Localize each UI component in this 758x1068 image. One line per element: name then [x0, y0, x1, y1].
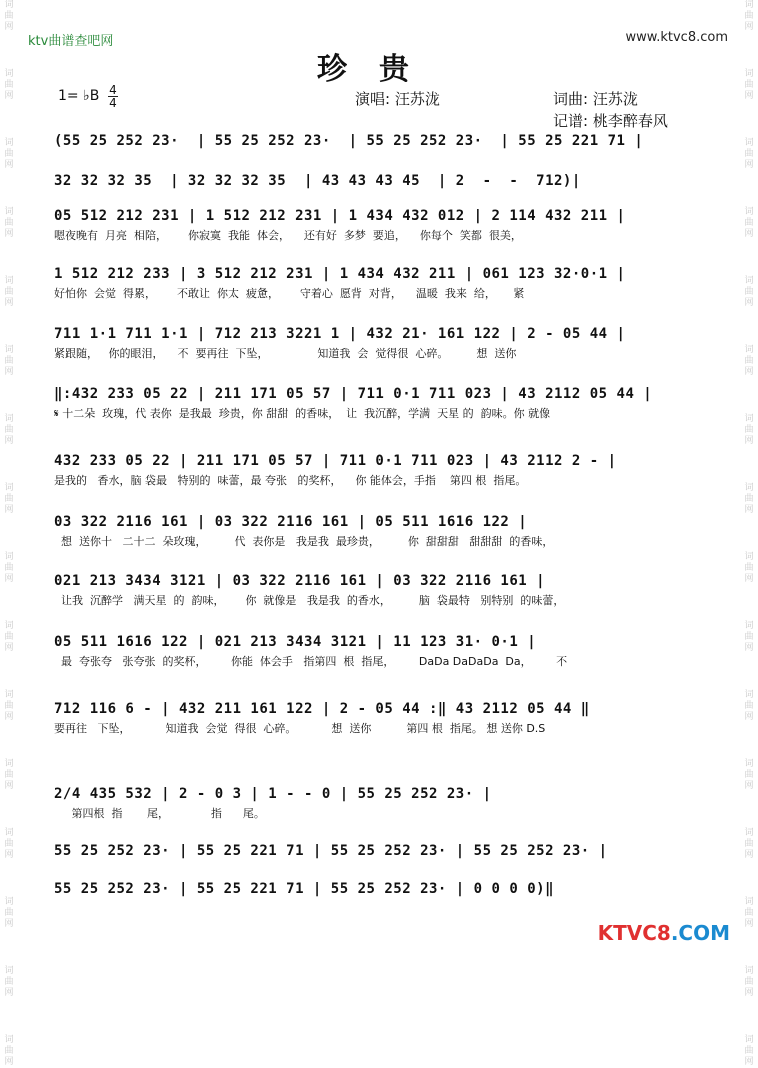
- notation-line: 711 1·1 711 1·1 | 712 213 3221 1 | 432 21· 161 122 | 2 - 05 44 |: [54, 326, 626, 342]
- lyrics-line: 第四根 指 尾， 指 尾。: [54, 807, 265, 820]
- lyrics-line: 嗯夜晚有 月亮 相陪， 你寂寞 我能 体会， 还有好 多梦 要追， 你每个 笑都 很美，: [54, 229, 522, 242]
- watermark-text: 词曲网: [4, 759, 14, 791]
- song-title: 珍贵: [317, 52, 441, 87]
- notation-line: 2/4 435 532 | 2 - 0 3 | 1 - - 0 | 55 25 252 23· |: [54, 786, 492, 802]
- time-signature: [108, 84, 118, 109]
- notation-line: ‖:432 233 05 22 | 211 171 05 57 | 711 0·1 711 023 | 43 2112 05 44 |: [54, 386, 653, 402]
- watermark-text: 词曲网: [744, 1035, 754, 1067]
- watermark-text: 词曲网: [4, 414, 14, 446]
- score-row: [54, 513, 704, 549]
- watermark-text: 词曲网: [4, 828, 14, 860]
- watermark-text: 词曲网: [4, 621, 14, 653]
- score-row: [54, 385, 704, 421]
- watermark-text: 词曲网: [744, 759, 754, 791]
- notation-line: 712 116 6 - | 432 211 161 122 | 2 - 05 44 :‖ 43 2112 05 44 ‖: [54, 701, 590, 717]
- brand-c8: C8: [642, 921, 671, 945]
- notation-line: 021 213 3434 3121 | 03 322 2116 161 | 03 322 2116 161 |: [54, 573, 546, 589]
- watermark-text: 词曲网: [4, 138, 14, 170]
- watermark-text: 词曲网: [4, 483, 14, 515]
- watermark-text: 词曲网: [744, 69, 754, 101]
- lyrics-line: [54, 154, 704, 168]
- score-row: [54, 633, 704, 669]
- lyrics-line: 让我 沉醉学 满天星 的 韵味， 你 就像是 我是我 的香水， 脑 袋最特 别特别 的味蕾，: [54, 594, 565, 607]
- lyrics-line: [54, 194, 704, 208]
- score-row: [54, 880, 704, 916]
- watermark-text: 词曲网: [744, 897, 754, 929]
- meter-top: 4: [109, 83, 117, 97]
- notation-line: 55 25 252 23· | 55 25 221 71 | 55 25 252 23· | 0 0 0 0)‖: [54, 881, 555, 897]
- site-name: ktv曲谱查吧网: [28, 34, 114, 49]
- watermark-text: 词曲网: [744, 966, 754, 998]
- brand-com: .COM: [670, 921, 730, 945]
- lyrics-line: 想 送你十 二十二 朵玫瑰， 代 表你是 我是我 最珍贵， 你 甜甜甜 甜甜甜 的香味，: [54, 535, 554, 548]
- notation-line: 1 512 212 233 | 3 512 212 231 | 1 434 432 211 | 061 123 32·0·1 |: [54, 266, 626, 282]
- singer-credit: 演唱: 汪苏泷: [355, 90, 440, 108]
- lyrics-line: [54, 902, 704, 916]
- brand-ktv: KTV: [597, 921, 643, 945]
- notation-line: 03 322 2116 161 | 03 322 2116 161 | 05 511 1616 122 |: [54, 514, 528, 530]
- watermark-text: 词曲网: [744, 552, 754, 584]
- watermark-text: 词曲网: [744, 483, 754, 515]
- watermark-text: 词曲网: [4, 276, 14, 308]
- watermark-text: 词曲网: [744, 0, 754, 32]
- transcriber-credit: 记谱: 桃李醉春风: [553, 112, 668, 130]
- watermark-text: 词曲网: [4, 690, 14, 722]
- score-row: [54, 325, 704, 361]
- score-row: [54, 172, 704, 208]
- watermark-text: 词曲网: [4, 552, 14, 584]
- watermark-text: 词曲网: [4, 207, 14, 239]
- watermark-text: 词曲网: [4, 1035, 14, 1067]
- score-row: [54, 842, 704, 878]
- watermark-text: 词曲网: [744, 828, 754, 860]
- key-signature: 1= ♭B: [58, 88, 100, 104]
- lyrics-line: [54, 864, 704, 878]
- meter-bottom: 4: [109, 96, 117, 110]
- score-row: [54, 132, 704, 168]
- watermark-text: 词曲网: [744, 621, 754, 653]
- score-row: [54, 452, 704, 488]
- lyrics-line: 要再往 下坠， 知道我 会觉 得很 心碎。 想 送你 第四 根 指尾。 想 送你 D.S: [54, 722, 546, 735]
- site-url: www.ktvc8.com: [625, 30, 728, 45]
- watermark-text: 词曲网: [4, 897, 14, 929]
- lyrics-line: 𝄋 十二朵 玫瑰，代 表你 是我最 珍贵，你 甜甜 的香味， 让 我沉醉，学满 天星 的 韵味。你 就像: [54, 407, 551, 420]
- watermark-text: 词曲网: [744, 138, 754, 170]
- lyrics-line: 是我的 香水，脑 袋最 特别的 味蕾，最 夸张 的奖杯， 你 能体会，手指 第四 根 指尾。: [54, 474, 527, 487]
- notation-line: 05 511 1616 122 | 021 213 3434 3121 | 11 123 31· 0·1 |: [54, 634, 537, 650]
- watermark-text: 词曲网: [744, 690, 754, 722]
- watermark-text: 词曲网: [744, 414, 754, 446]
- notation-line: 32 32 32 35 | 32 32 32 35 | 43 43 43 45 | 2 - - 712)|: [54, 173, 581, 189]
- watermark-left: [2, 0, 16, 1067]
- watermark-text: 词曲网: [4, 345, 14, 377]
- watermark-text: 词曲网: [4, 966, 14, 998]
- lyrics-line: 紧跟随， 你的眼泪， 不 要再往 下坠， 知道我 会 觉得很 心碎。 想 送你: [54, 347, 517, 360]
- lyrics-line: 好怕你 会觉 得累， 不敢让 你太 疲惫， 守着心 愿背 对背， 温暖 我来 给， 紧: [54, 287, 525, 300]
- brand-logo: [598, 921, 730, 945]
- lyricist-credit: 词曲: 汪苏泷: [553, 90, 638, 108]
- watermark-text: 词曲网: [744, 276, 754, 308]
- score-row: [54, 785, 704, 821]
- watermark-text: 词曲网: [744, 345, 754, 377]
- notation-line: 55 25 252 23· | 55 25 221 71 | 55 25 252 23· | 55 25 252 23· |: [54, 843, 608, 859]
- score-row: [54, 572, 704, 608]
- watermark-text: 词曲网: [744, 207, 754, 239]
- score-row: [54, 207, 704, 243]
- notation-line: 432 233 05 22 | 211 171 05 57 | 711 0·1 711 023 | 43 2112 2 - |: [54, 453, 617, 469]
- watermark-right: [742, 0, 756, 1067]
- notation-line: 05 512 212 231 | 1 512 212 231 | 1 434 432 012 | 2 114 432 211 |: [54, 208, 626, 224]
- watermark-text: 词曲网: [4, 0, 14, 32]
- notation-line: (55 25 252 23· | 55 25 252 23· | 55 25 252 23· | 55 25 221 71 |: [54, 133, 644, 149]
- watermark-text: 词曲网: [4, 69, 14, 101]
- score-row: [54, 700, 704, 736]
- score-row: [54, 265, 704, 301]
- lyrics-line: 最 夸张夸 张夸张 的奖杯， 你能 体会手 指第四 根 指尾， DaDa DaDaDa Da， 不: [54, 655, 568, 668]
